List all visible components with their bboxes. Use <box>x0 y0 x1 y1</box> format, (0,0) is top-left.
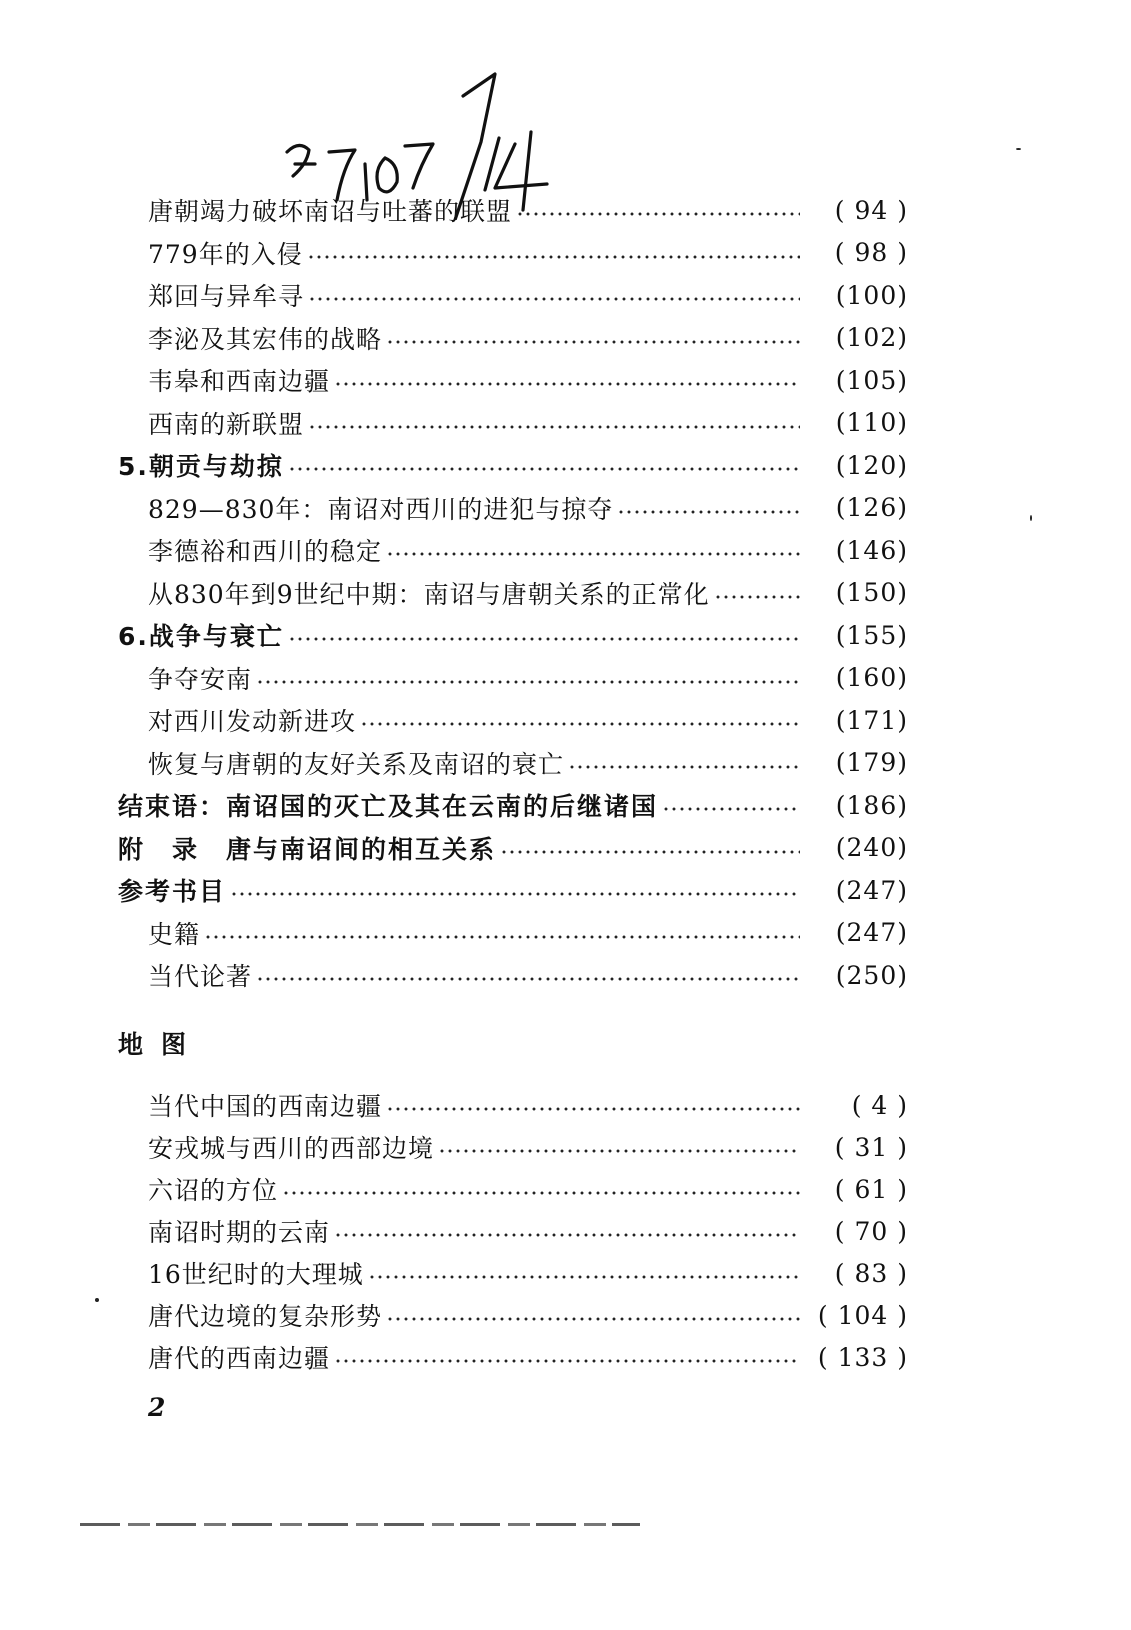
toc-entry <box>118 403 908 443</box>
toc-entry-page: ( 31 ) <box>834 1132 908 1162</box>
toc-entry-title: 从830年到9世纪中期：南诏与唐朝关系的正常化 <box>148 579 710 609</box>
toc-entry-page: (171) <box>835 705 908 735</box>
toc-entry-title: 当代论著 <box>148 962 253 991</box>
toc-entry <box>118 1337 908 1377</box>
scan-speck <box>1030 515 1032 521</box>
toc-entry-page: ( 61 ) <box>834 1174 908 1204</box>
toc-entry-title: 唐朝竭力破坏南诏与吐蕃的联盟 <box>148 197 513 226</box>
toc-entry-title: 唐代的西南边疆 <box>148 1344 331 1373</box>
toc-entry <box>118 573 908 613</box>
toc-entry <box>118 1211 908 1251</box>
dot-leader <box>334 382 800 386</box>
toc-entry-title: 韦皋和西南边疆 <box>148 367 331 396</box>
dot-leader <box>500 850 800 854</box>
toc-entry-title: 李泌及其宏伟的战略 <box>148 324 383 354</box>
toc-entry-title: 西南的新联盟 <box>148 409 305 439</box>
toc-entry-page: ( 104 ) <box>817 1300 908 1330</box>
toc-entry <box>118 700 908 740</box>
toc-entry <box>118 488 908 528</box>
toc-entry <box>118 955 908 995</box>
toc-entry-page: (247) <box>835 875 908 905</box>
toc-entry-title: 参考书目 <box>118 877 227 906</box>
toc-entry-title: 恢复与唐朝的友好关系及南诏的衰亡 <box>148 749 565 779</box>
dot-leader <box>230 892 800 896</box>
toc-entry-title: 六诏的方位 <box>148 1176 279 1205</box>
toc-entry-title: 郑回与异牟寻 <box>148 282 305 311</box>
page-number: 2 <box>148 1393 166 1422</box>
toc-entry <box>118 360 908 400</box>
scan-speck <box>1016 148 1021 150</box>
dot-leader <box>308 425 800 429</box>
toc-entry <box>118 1295 908 1335</box>
dot-leader <box>256 977 800 981</box>
toc-entry-title: 史籍 <box>148 919 201 949</box>
dot-leader <box>334 1359 800 1363</box>
dot-leader <box>617 510 800 514</box>
toc-entry-title: 结束语：南诏国的灭亡及其在云南的后继诸国 <box>118 792 659 821</box>
toc-entry-page: (250) <box>835 960 908 990</box>
toc-entry-page: (110) <box>835 408 908 437</box>
scan-artifact-line <box>80 1523 640 1526</box>
dot-leader <box>386 340 800 344</box>
toc-entry <box>118 870 908 910</box>
toc-entry-page: (186) <box>835 790 908 820</box>
toc-entry-title: 当代中国的西南边疆 <box>148 1092 383 1121</box>
dot-leader <box>516 212 800 216</box>
dot-leader <box>386 552 800 556</box>
toc-entry <box>118 615 908 655</box>
toc-entry-title: 16世纪时的大理城 <box>148 1260 364 1289</box>
toc-entry-title: 829—830年：南诏对西川的进犯与掠夺 <box>148 494 614 524</box>
toc-entry <box>118 1085 908 1125</box>
toc-entry-page: (126) <box>835 493 908 522</box>
dot-leader <box>288 467 800 471</box>
dot-leader <box>282 1191 800 1195</box>
toc-entry-title: 安戎城与西川的西部边境 <box>148 1134 435 1163</box>
toc-entry <box>118 275 908 315</box>
toc-entry <box>118 530 908 570</box>
dot-leader <box>386 1107 800 1111</box>
toc-entry-page: ( 70 ) <box>834 1216 908 1246</box>
toc-entry <box>118 913 908 953</box>
dot-leader <box>334 1233 800 1237</box>
toc-entry-page: (105) <box>835 365 908 395</box>
toc-entry <box>118 445 908 485</box>
dot-leader <box>386 1317 800 1321</box>
dot-leader <box>204 935 800 939</box>
toc-entry-page: (102) <box>835 323 908 352</box>
toc-entry-title: 779年的入侵 <box>148 239 303 269</box>
toc-entry-page: (179) <box>835 748 908 777</box>
toc-entry-title: 唐代边境的复杂形势 <box>148 1302 383 1331</box>
toc-entry <box>118 1169 908 1209</box>
toc-entry <box>118 743 908 783</box>
dot-leader <box>256 680 800 684</box>
toc-entry-page: (160) <box>835 663 908 692</box>
toc-entry-page: ( 83 ) <box>834 1258 908 1288</box>
dot-leader <box>662 807 800 811</box>
scan-speck <box>95 1298 99 1302</box>
dot-leader <box>307 255 800 259</box>
toc-entry <box>118 1127 908 1167</box>
toc-entry <box>118 785 908 825</box>
toc-entry-page: (146) <box>835 535 908 565</box>
toc-entry-page: (155) <box>835 620 908 650</box>
toc-entry-title: 李德裕和西川的稳定 <box>148 537 383 566</box>
toc-entry <box>118 318 908 358</box>
maps-heading: 地图 <box>118 1030 205 1059</box>
toc-entry-page: (150) <box>835 578 908 607</box>
toc-entry-page: ( 133 ) <box>817 1342 908 1372</box>
toc-entry-title: 5.朝贡与劫掠 <box>118 452 284 481</box>
toc-entry-page: (247) <box>835 918 908 947</box>
toc-entry-page: (240) <box>835 833 908 862</box>
dot-leader <box>438 1149 800 1153</box>
toc-entry-title: 6.战争与衰亡 <box>118 622 284 651</box>
toc-entry-page: ( 4 ) <box>851 1090 908 1120</box>
dot-leader <box>714 595 800 599</box>
toc-entry-page: (120) <box>835 450 908 480</box>
toc-entry <box>118 190 908 230</box>
toc-entry <box>118 828 908 868</box>
dot-leader <box>568 765 800 769</box>
toc-entry <box>118 658 908 698</box>
toc-entry <box>118 233 908 273</box>
dot-leader <box>360 722 800 726</box>
toc-entry-page: ( 94 ) <box>834 195 908 225</box>
dot-leader <box>368 1275 800 1279</box>
toc-entry-page: (100) <box>835 280 908 310</box>
toc-entry-title: 对西川发动新进攻 <box>148 707 357 736</box>
toc-entry-title: 南诏时期的云南 <box>148 1218 331 1247</box>
dot-leader <box>308 297 800 301</box>
toc-entry <box>118 1253 908 1293</box>
toc-entry-page: ( 98 ) <box>834 238 908 267</box>
toc-entry-title: 争夺安南 <box>148 664 253 694</box>
toc-entry-title: 附 录 唐与南诏间的相互关系 <box>118 834 497 864</box>
dot-leader <box>288 637 800 641</box>
